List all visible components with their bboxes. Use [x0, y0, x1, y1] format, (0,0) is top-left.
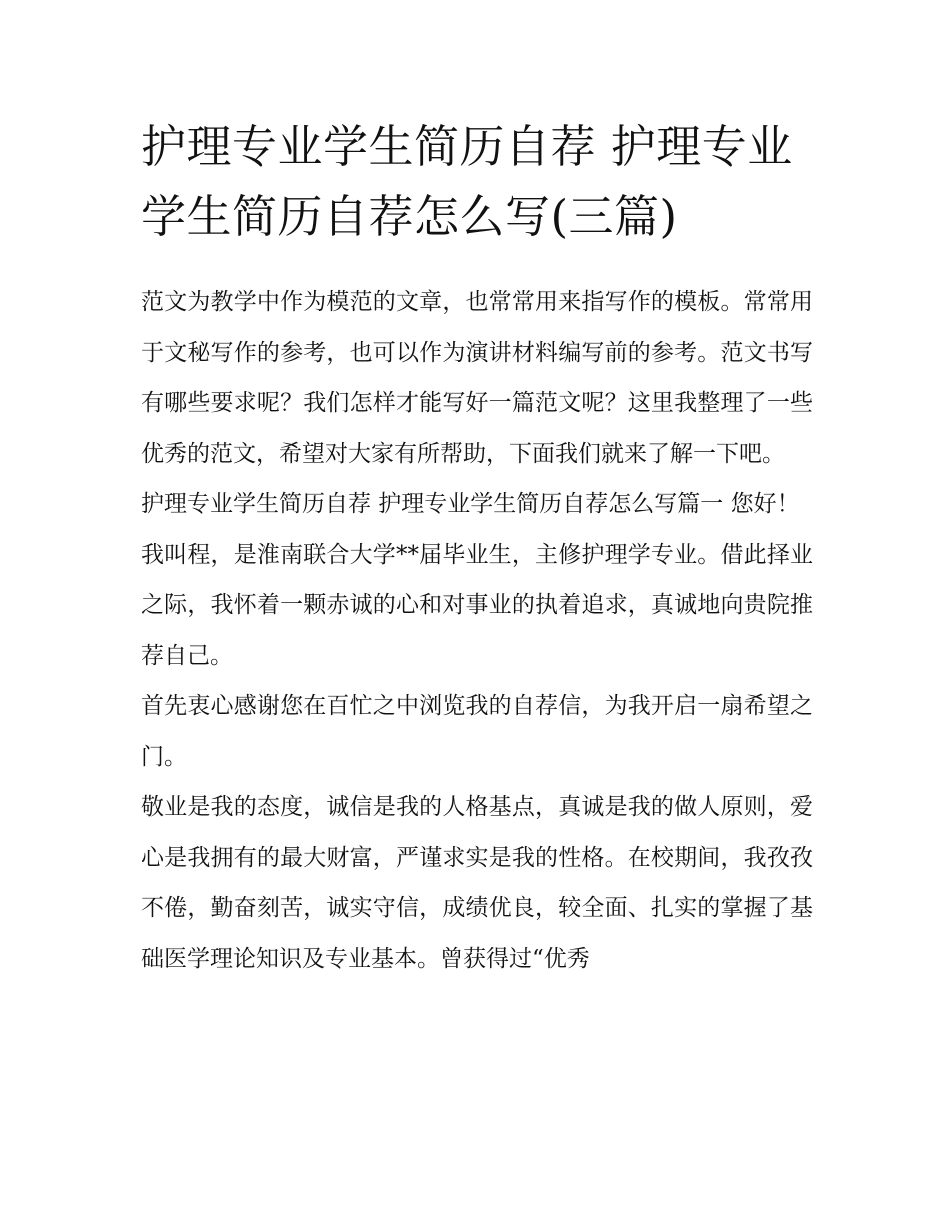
- paragraph-thanks: 首先衷心感谢您在百忙之中浏览我的自荐信，为我开启一扇希望之门。: [141, 693, 813, 770]
- document-body: [141, 277, 813, 984]
- document-title: 护理专业学生简历自荐 护理专业学生简历自荐怎么写(三篇): [141, 120, 793, 243]
- paragraph-intro: 范文为教学中作为模范的文章，也常常用来指写作的模板。常常用于文秘写作的参考，也可以作为演讲材料编写前的参考。范文书写有哪些要求呢？我们怎样才能写好一篇范文呢？这里我整理了一些优秀的范文，希望对大家有所帮助，下面我们就来了解一下吧。: [141, 289, 813, 467]
- paragraph-section-heading: 护理专业学生简历自荐 护理专业学生简历自荐怎么写篇一 您好！: [141, 491, 800, 517]
- paragraph-character: 敬业是我的态度，诚信是我的人格基点，真诚是我的做人原则，爱心是我拥有的最大财富，严谨求实是我的性格。在校期间，我孜孜不倦，勤奋刻苦，诚实守信，成绩优良，较全面、扎实的掌握了基础医学理论知识及专业基本。曾获得过“优秀: [141, 794, 813, 972]
- paragraph-self-introduction: 我叫程，是淮南联合大学**届毕业生，主修护理学专业。借此择业之际，我怀着一颗赤诚的心和对事业的执着追求，真诚地向贵院推荐自己。: [141, 541, 813, 669]
